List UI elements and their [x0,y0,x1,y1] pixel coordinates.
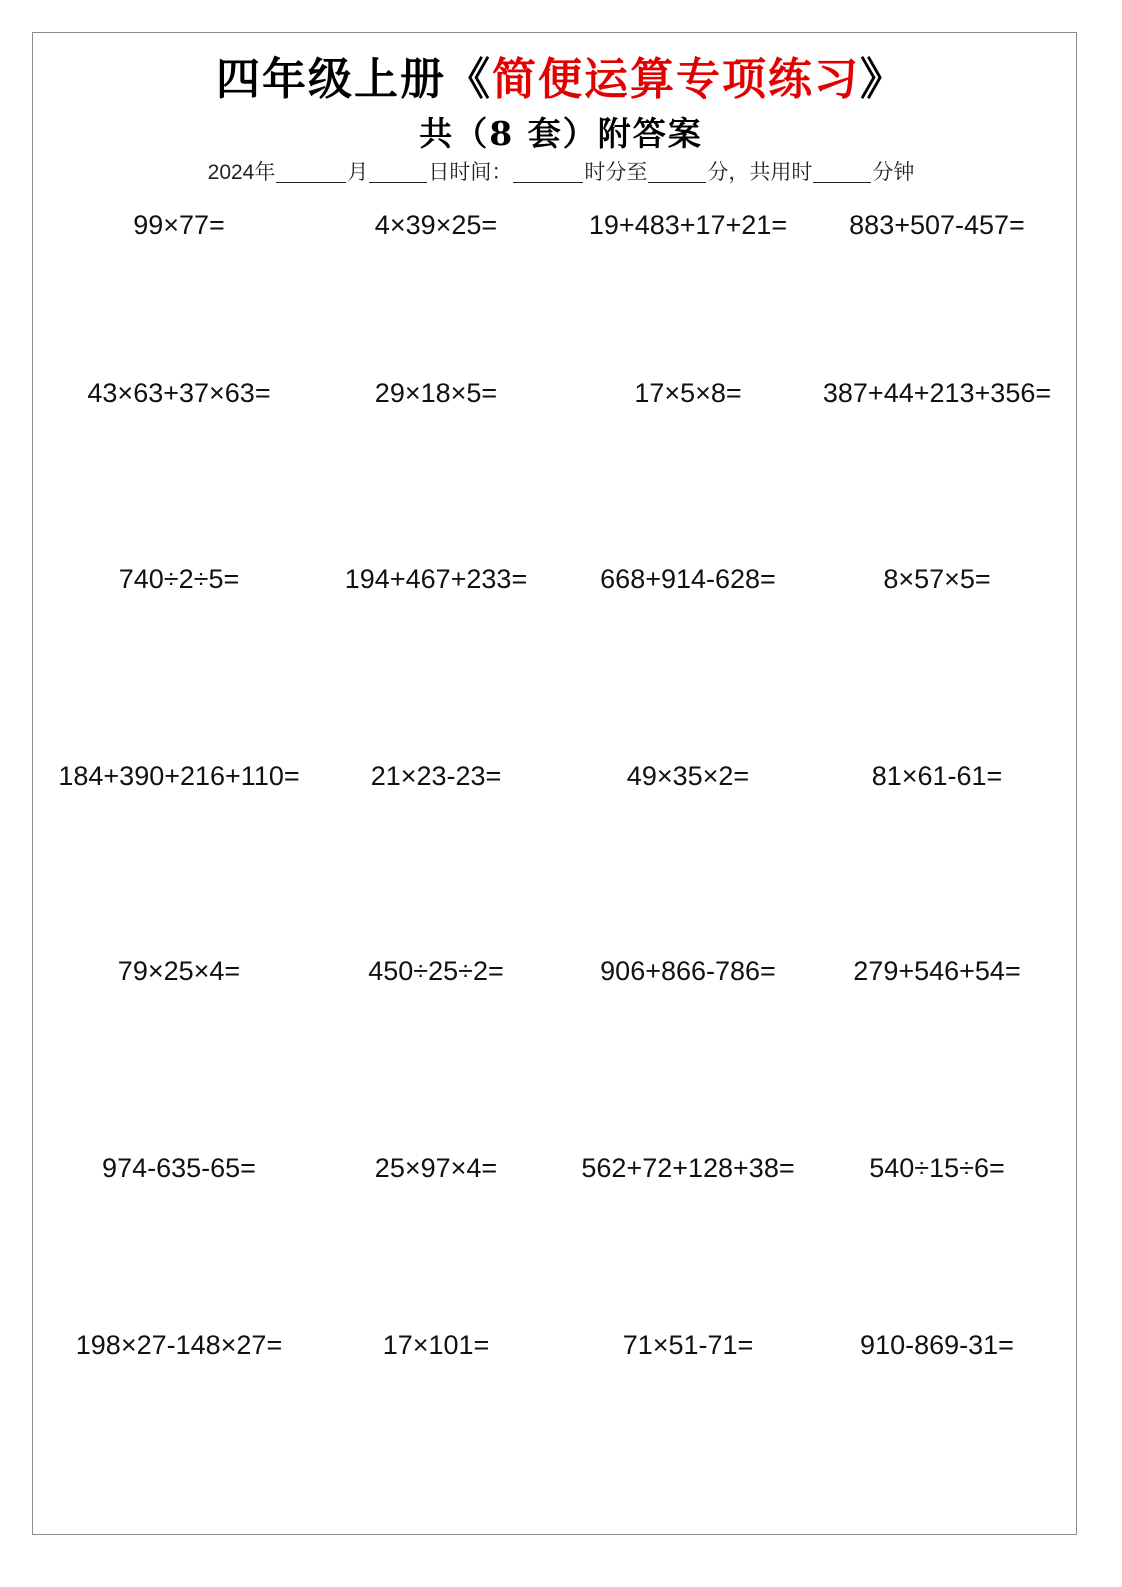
math-problem: 540÷15÷6= [869,1153,1005,1183]
math-problem: 450÷25÷2= [368,956,504,986]
math-problem: 79×25×4= [117,956,241,986]
math-problem: 29×18×5= [374,378,498,408]
month-blank [276,162,346,183]
total-time-blank [813,162,871,183]
day-blank [369,162,427,183]
math-problem: 974-635-65= [102,1153,256,1183]
math-problem: 184+390+216+110= [58,761,300,791]
title-suffix: 》 [860,54,906,105]
math-problem: 194+467+233= [344,564,528,594]
math-problem: 17×101= [382,1330,490,1360]
day-time-label: 日时间： [428,161,513,184]
math-problem: 81×61-61= [871,761,1003,791]
math-problem: 910-869-31= [860,1330,1014,1360]
math-problem: 198×27-148×27= [75,1330,283,1360]
math-problem: 8×57×5= [883,564,991,594]
page-subtitle: 共（8 套）附答案 [419,114,703,153]
math-problem: 49×35×2= [626,761,750,791]
math-problem: 99×77= [133,210,225,240]
year-label: 2024年 [207,161,276,184]
minutes-label: 分钟 [872,161,915,184]
end-minute-blank [648,162,706,183]
month-label: 月 [347,161,369,184]
math-problem: 387+44+213+356= [822,378,1052,408]
math-problem: 562+72+128+38= [581,1153,795,1183]
math-problem: 43×63+37×63= [87,378,271,408]
math-problem: 71×51-71= [622,1330,754,1360]
math-problem: 883+507-457= [849,210,1025,240]
math-problem: 21×23-23= [370,761,502,791]
math-problem: 4×39×25= [374,210,498,240]
title-main: 简便运算专项练习 [492,54,860,105]
start-hour-blank [513,162,583,183]
time-record-line [0,158,1122,188]
hour-from-label: 时分至 [584,161,648,184]
math-problem: 19+483+17+21= [588,210,788,240]
math-problem: 668+914-628= [600,564,776,594]
math-problem: 17×5×8= [634,378,742,408]
minute-label: 分，共用时 [707,161,813,184]
math-problem: 279+546+54= [853,956,1021,986]
math-problem: 25×97×4= [374,1153,498,1183]
math-problem: 906+866-786= [600,956,776,986]
math-problem: 740÷2÷5= [118,564,240,594]
title-prefix: 四年级上册《 [216,54,492,105]
page-title [0,52,1122,108]
